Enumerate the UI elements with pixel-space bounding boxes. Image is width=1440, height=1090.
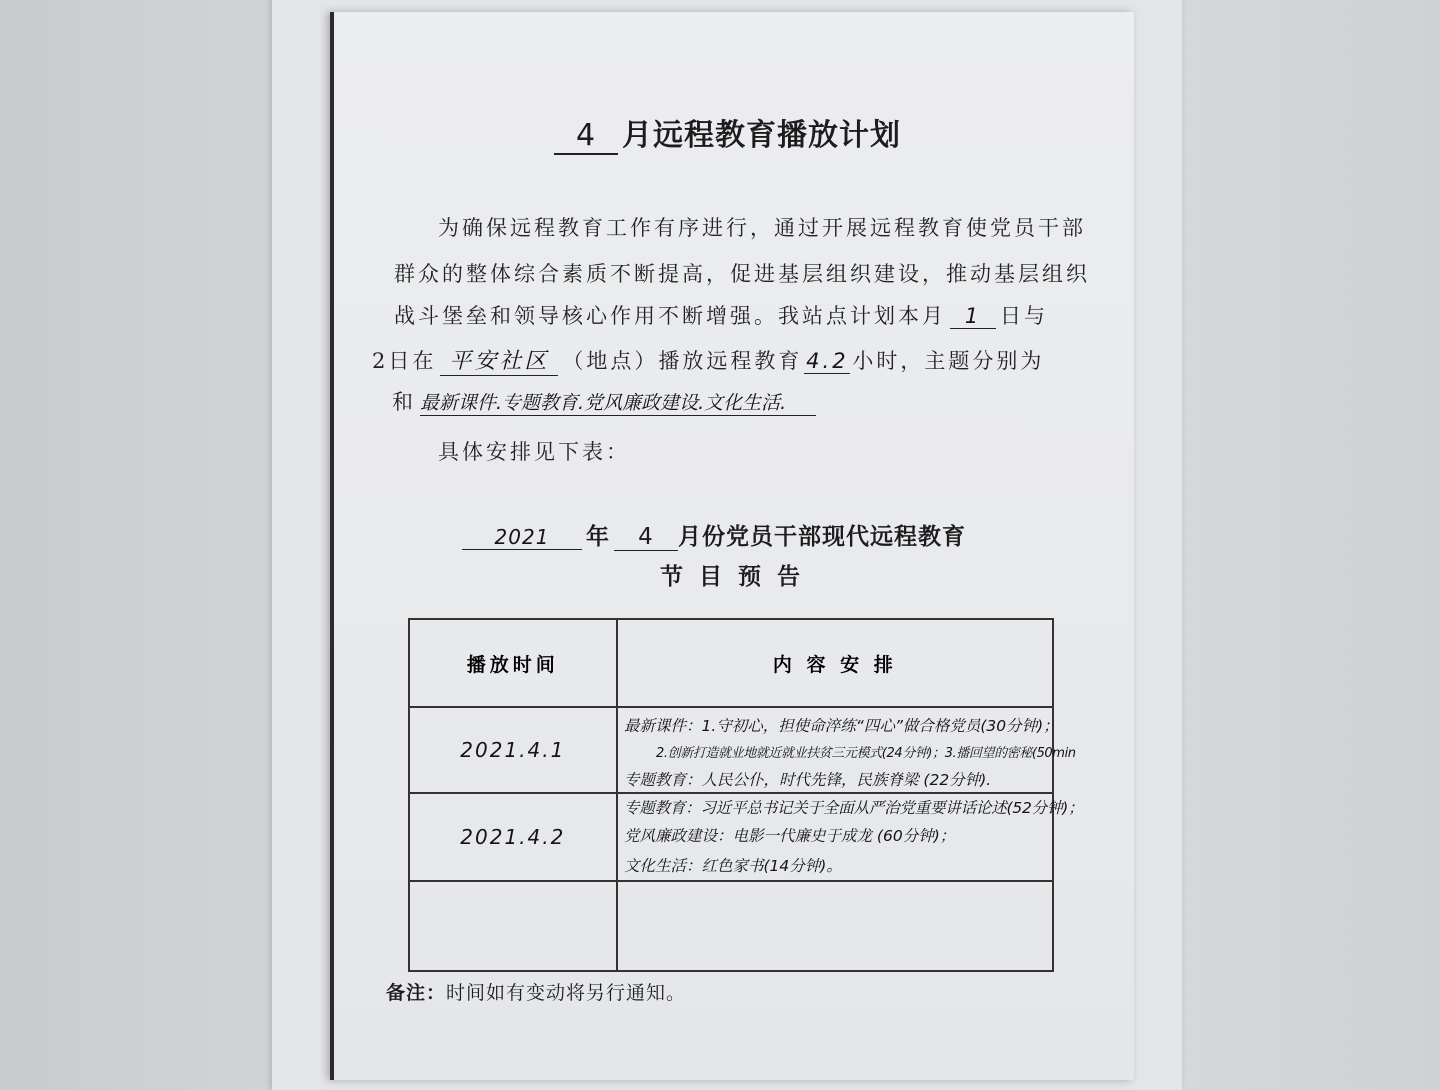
year-blank: 2021: [462, 525, 582, 550]
intro-line-4-start: 2日在: [372, 349, 437, 373]
day-start-blank: 1: [950, 304, 996, 329]
row-date: 2021.4.1: [409, 707, 617, 793]
row2-line-2: 党风廉政建设：电影一代廉史于成龙 (60分钟)；: [624, 827, 956, 845]
document-page: [330, 12, 1134, 1080]
row1-line-2: 2.创新打造就业地就近就业扶贫三元模式(24分钟)；3.播回望的密秘(50min: [656, 746, 1076, 761]
title-text: 月远程教育播放计划: [622, 118, 901, 153]
schedule-table: [408, 618, 1054, 972]
row1-line-1: 最新课件：1.守初心，担使命淬练“四心”做合格党员(30分钟)；: [624, 717, 1059, 735]
schedule-heading-text: 月份党员干部现代远程教育: [678, 524, 966, 550]
row2-line-1: 专题教育：习近平总书记关于全面从严治党重要讲话论述(52分钟)；: [624, 799, 1084, 817]
intro-line-4-end: 小时，主题分别为: [852, 349, 1045, 373]
topics-blank: 最新课件.专题教育.党风廉政建设.文化生活.: [420, 388, 816, 416]
header-play-time: 播放时间: [409, 619, 617, 707]
footnote-label: 备注：: [386, 982, 447, 1004]
intro-line-6: 具体安排见下表：: [438, 440, 630, 464]
intro-line-3: [394, 300, 1048, 330]
table-row-empty: [409, 881, 1053, 971]
intro-line-3-end: 日与: [1000, 304, 1048, 328]
intro-line-5-start: 和: [392, 390, 416, 414]
footnote-text: 时间如有变动将另行通知。: [446, 982, 687, 1004]
location-suffix: （地点）播放远程教育: [562, 349, 803, 373]
schedule-heading: [462, 518, 966, 551]
row1-line-3: 专题教育：人民公仆，时代先锋，民族脊梁 (22分钟).: [624, 771, 992, 789]
row2-line-3: 文化生活：红色家书(14分钟)。: [624, 857, 842, 875]
table-header-row: [409, 619, 1053, 707]
empty-date-cell: [409, 881, 617, 971]
hours-blank: 4.2: [806, 349, 849, 373]
intro-line-1: 为确保远程教育工作有序进行，通过开展远程教育使党员干部: [438, 216, 1086, 240]
intro-line-3-text: 战斗堡垒和领导核心作用不断增强。我站点计划本月: [394, 304, 946, 328]
schedule-month-blank: 4: [614, 524, 678, 551]
intro-line-2: 群众的整体综合素质不断提高，促进基层组织建设，推动基层组织: [394, 262, 1090, 286]
intro-line-5: [392, 386, 816, 416]
footnote: [386, 978, 686, 1005]
row-date: 2021.4.2: [409, 793, 617, 881]
year-suffix: 年: [586, 524, 610, 550]
page-title: [554, 110, 901, 155]
empty-content-cell: [617, 881, 1053, 971]
intro-line-4: [372, 344, 1044, 376]
schedule-subheading: 节 目 预 告: [660, 564, 805, 590]
title-month-blank: 4: [554, 118, 618, 155]
location-blank: 平安社区: [440, 344, 558, 376]
header-content: 内 容 安 排: [617, 619, 1053, 707]
